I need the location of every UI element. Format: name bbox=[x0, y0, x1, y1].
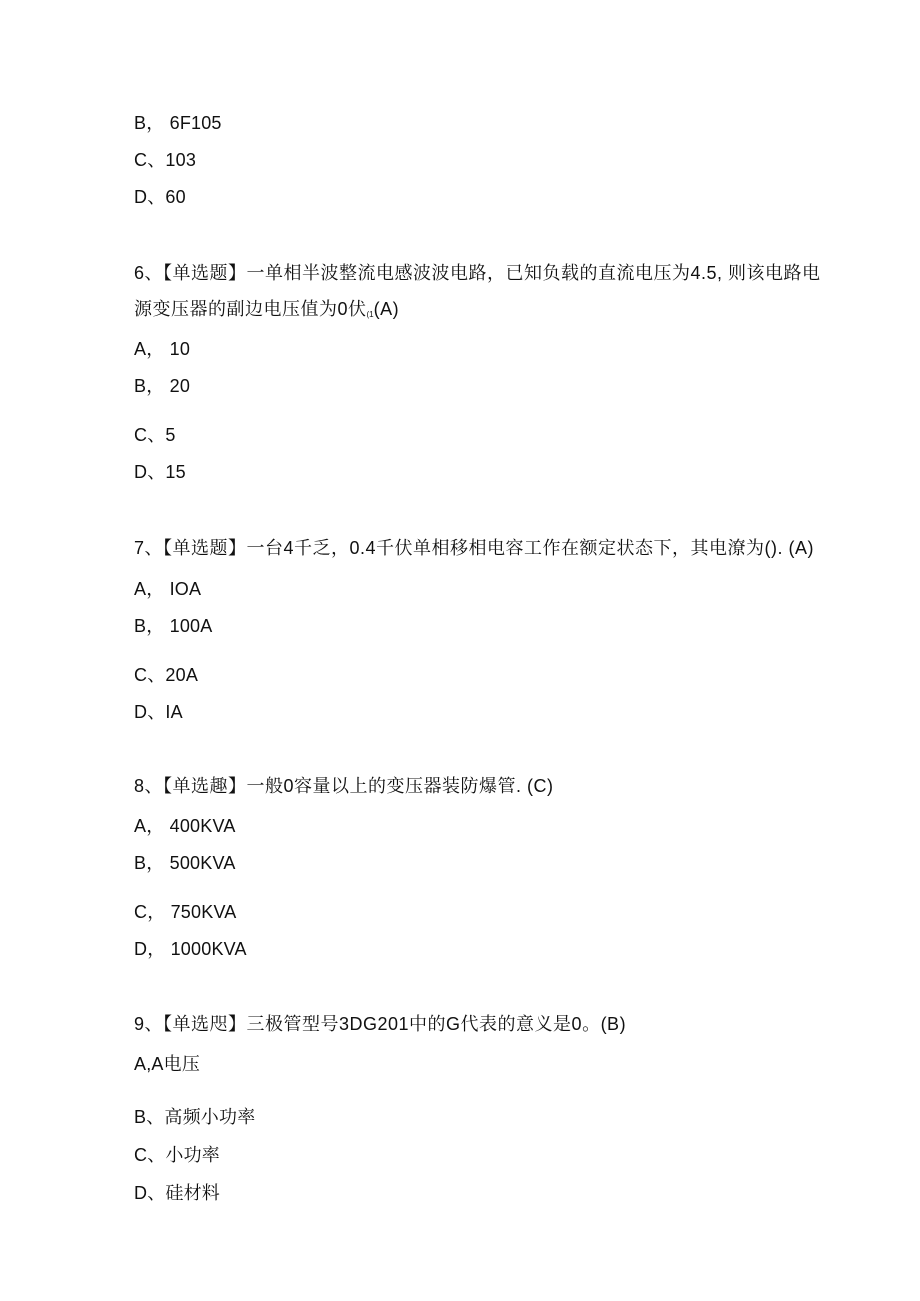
q6-stem-line1: 6、【单选题】一单相半波整流电感波波电路，已知负载的直流电压为4.5, 则该电路电 bbox=[134, 263, 821, 283]
q7-option-c: C、20A bbox=[134, 665, 199, 685]
q9-option-a: A,A电压 bbox=[134, 1054, 201, 1074]
q9-option-b: B、高频小功率 bbox=[134, 1107, 256, 1127]
q7-option-b: B， 100A bbox=[134, 616, 213, 636]
q5-option-c: C、103 bbox=[134, 150, 197, 170]
q9-option-c: C、小功率 bbox=[134, 1145, 220, 1165]
q6-stem-text: 源变压器的副边电压值为0伏 bbox=[134, 299, 367, 319]
q9-option-d: D、硅材料 bbox=[134, 1183, 220, 1203]
q8-stem: 8、【单选趣】一般0容量以上的变压器装防爆管. (C) bbox=[134, 776, 554, 796]
q6-option-d: D、15 bbox=[134, 462, 186, 482]
q8-option-c: C， 750KVA bbox=[134, 902, 237, 922]
q8-option-a: A， 400KVA bbox=[134, 816, 236, 836]
q8-option-d: D， 1000KVA bbox=[134, 939, 247, 959]
q6-answer: (A) bbox=[373, 299, 400, 319]
q9-stem: 9、【单选咫】三极管型号3DG201中的G代表的意义是0。(B) bbox=[134, 1014, 627, 1034]
q6-stem-small-mark: (1 bbox=[366, 310, 374, 319]
q6-option-b: B， 20 bbox=[134, 376, 191, 396]
q8-option-b: B， 500KVA bbox=[134, 853, 236, 873]
q7-option-a: A， IOA bbox=[134, 579, 202, 599]
q5-option-b: B， 6F105 bbox=[134, 113, 222, 133]
q7-stem: 7、【单选题】一台4千乏，0.4千伏单相移相电容工作在额定状态下，其电潦为(). (A) bbox=[134, 538, 815, 558]
q6-option-c: C、5 bbox=[134, 425, 176, 445]
q6-stem-line2 bbox=[134, 298, 399, 326]
q5-option-d: D、60 bbox=[134, 187, 186, 207]
q7-option-d: D、IA bbox=[134, 702, 183, 722]
q6-option-a: A， 10 bbox=[134, 339, 191, 359]
